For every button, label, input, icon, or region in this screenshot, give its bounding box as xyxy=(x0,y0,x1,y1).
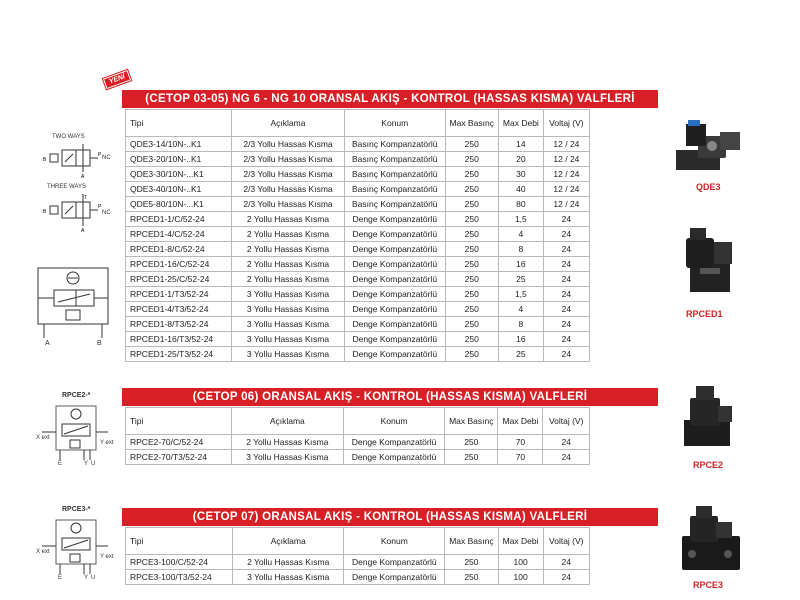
cell-max-debi: 100 xyxy=(498,570,543,585)
cell-max-debi: 4 xyxy=(498,302,543,317)
header-konum: Konum xyxy=(345,110,446,137)
y-ext-label: Y ext xyxy=(100,440,114,446)
table-row xyxy=(126,212,590,227)
cell-konum: Denge Kompanzatörlü xyxy=(345,317,446,332)
cell-max-debi: 16 xyxy=(498,332,543,347)
table-row xyxy=(126,242,590,257)
cell-max-debi: 1,5 xyxy=(498,212,543,227)
header-aciklama: Açıklama xyxy=(232,528,343,555)
cell-max-basinc: 250 xyxy=(445,435,498,450)
cell-max-debi: 70 xyxy=(498,435,543,450)
table-row xyxy=(126,332,590,347)
cell-konum: Basınç Kompanzatörlü xyxy=(345,137,446,152)
table-row xyxy=(126,555,590,570)
cell-max-debi: 100 xyxy=(498,555,543,570)
cell-max-basinc: 250 xyxy=(445,212,498,227)
rpce3-valve-icon xyxy=(676,504,746,574)
cell-tipi: RPCE3-100/T3/52-24 xyxy=(126,570,233,585)
rpced1-circuit-icon xyxy=(36,266,110,342)
cell-max-basinc: 250 xyxy=(445,272,498,287)
cell-voltaj: 24 xyxy=(543,435,590,450)
cell-konum: Denge Kompanzatörlü xyxy=(343,435,444,450)
cell-voltaj: 12 / 24 xyxy=(543,167,589,182)
table-header-row xyxy=(126,528,590,555)
table-row xyxy=(126,197,590,212)
cell-aciklama: 3 Yollu Hassas Kısma xyxy=(231,332,344,347)
cell-tipi: RPCED1-8/C/52-24 xyxy=(126,242,232,257)
cell-max-basinc: 250 xyxy=(445,137,498,152)
table-row xyxy=(126,272,590,287)
cell-voltaj: 24 xyxy=(543,347,589,362)
table-row xyxy=(126,152,590,167)
cell-voltaj: 24 xyxy=(543,450,590,465)
product-label-rpced1: RPCED1 xyxy=(686,309,723,319)
table-row xyxy=(126,137,590,152)
cell-voltaj: 24 xyxy=(543,570,589,585)
cell-aciklama: 2 Yollu Hassas Kısma xyxy=(231,272,344,287)
table-row xyxy=(126,317,590,332)
table-row xyxy=(126,182,590,197)
cell-tipi: QDE3-40/10N-..K1 xyxy=(126,182,232,197)
cell-konum: Basınç Kompanzatörlü xyxy=(345,152,446,167)
cell-voltaj: 12 / 24 xyxy=(543,197,589,212)
cell-aciklama: 2 Yollu Hassas Kısma xyxy=(232,555,343,570)
header-konum: Konum xyxy=(343,408,444,435)
cell-konum: Denge Kompanzatörlü xyxy=(345,302,446,317)
cell-max-debi: 4 xyxy=(498,227,543,242)
cell-aciklama: 2/3 Yollu Hassas Kısma xyxy=(231,137,344,152)
cell-tipi: QDE3-30/10N-...K1 xyxy=(126,167,232,182)
header-max-basinc: Max Basınç xyxy=(445,528,498,555)
port-e-label: E xyxy=(58,461,63,467)
cell-tipi: RPCED1-4/C/52-24 xyxy=(126,227,232,242)
two-ways-label: TWO WAYS xyxy=(52,134,85,140)
header-aciklama: Açıklama xyxy=(231,110,344,137)
rpce2-valve-icon xyxy=(680,384,740,450)
port-u-label: U xyxy=(91,461,96,467)
header-aciklama: Açıklama xyxy=(231,408,343,435)
cell-tipi: RPCED1-16/C/52-24 xyxy=(126,257,232,272)
svg-text:P: P xyxy=(98,204,102,210)
cell-max-debi: 30 xyxy=(498,167,543,182)
cell-max-basinc: 250 xyxy=(445,317,498,332)
port-e-label: E xyxy=(58,575,63,581)
cell-aciklama: 2/3 Yollu Hassas Kısma xyxy=(231,197,344,212)
cell-max-basinc: 250 xyxy=(445,197,498,212)
cell-konum: Denge Kompanzatörlü xyxy=(345,242,446,257)
header-max-basinc: Max Basınç xyxy=(445,408,498,435)
cell-konum: Denge Kompanzatörlü xyxy=(345,212,446,227)
table-row xyxy=(126,227,590,242)
svg-text:B: B xyxy=(43,157,47,163)
cell-aciklama: 2/3 Yollu Hassas Kısma xyxy=(231,182,344,197)
cell-max-basinc: 250 xyxy=(445,570,498,585)
cell-konum: Denge Kompanzatörlü xyxy=(344,570,445,585)
header-max-debi: Max Debi xyxy=(498,528,543,555)
product-label-rpce3: RPCE3 xyxy=(693,580,724,590)
cell-max-basinc: 250 xyxy=(445,347,498,362)
cell-max-basinc: 250 xyxy=(445,152,498,167)
cell-max-basinc: 250 xyxy=(445,227,498,242)
x-ext-label: X ext xyxy=(36,435,50,441)
cell-konum: Denge Kompanzatörlü xyxy=(345,272,446,287)
cell-voltaj: 12 / 24 xyxy=(543,152,589,167)
cell-tipi: RPCE2-70/C/52-24 xyxy=(126,435,232,450)
table-row xyxy=(126,435,590,450)
cell-tipi: RPCED1-1/T3/52-24 xyxy=(126,287,232,302)
svg-text:P: P xyxy=(98,152,102,158)
svg-text:A: A xyxy=(81,228,85,232)
cell-voltaj: 24 xyxy=(543,242,589,257)
table-row xyxy=(126,257,590,272)
section1-title: (CETOP 03-05) NG 6 - NG 10 ORANSAL AKIŞ - KONTROL (HASSAS KISMA) VALFLERİ xyxy=(122,90,658,108)
section2-table xyxy=(125,407,590,465)
cell-voltaj: 24 xyxy=(543,287,589,302)
three-ways-label: THREE WAYS xyxy=(47,184,87,190)
cell-tipi: RPCED1-25/C/52-24 xyxy=(126,272,232,287)
cell-tipi: QDE5-80/10N-...K1 xyxy=(126,197,232,212)
rpce2-diagram-label: RPCE2-* xyxy=(62,392,91,399)
header-max-debi: Max Debi xyxy=(498,408,543,435)
cell-konum: Denge Kompanzatörlü xyxy=(345,287,446,302)
nc-label-2: NC xyxy=(102,210,111,216)
cell-konum: Denge Kompanzatörlü xyxy=(345,257,446,272)
cell-konum: Denge Kompanzatörlü xyxy=(345,227,446,242)
cell-voltaj: 24 xyxy=(543,227,589,242)
cell-tipi: RPCED1-8/T3/52-24 xyxy=(126,317,232,332)
cell-tipi: QDE3-14/10N-..K1 xyxy=(126,137,232,152)
cell-max-debi: 25 xyxy=(498,272,543,287)
new-badge: YENİ xyxy=(103,70,132,89)
cell-aciklama: 3 Yollu Hassas Kısma xyxy=(231,317,344,332)
cell-voltaj: 12 / 24 xyxy=(543,182,589,197)
port-b-label: B xyxy=(97,340,102,347)
cell-tipi: RPCED1-4/T3/52-24 xyxy=(126,302,232,317)
cell-tipi: RPCED1-1/C/52-24 xyxy=(126,212,232,227)
nc-label-1: NC xyxy=(102,155,111,161)
section2-title: (CETOP 06) ORANSAL AKIŞ - KONTROL (HASSAS KISMA) VALFLERİ xyxy=(122,388,658,406)
cell-max-debi: 8 xyxy=(498,242,543,257)
port-y-label: Y xyxy=(84,575,89,581)
table-header-row xyxy=(126,110,590,137)
cell-aciklama: 2/3 Yollu Hassas Kısma xyxy=(231,167,344,182)
header-voltaj: Voltaj (V) xyxy=(543,408,590,435)
cell-max-debi: 70 xyxy=(498,450,543,465)
header-tipi: Tipi xyxy=(126,528,233,555)
table-row xyxy=(126,302,590,317)
cell-konum: Basınç Kompanzatörlü xyxy=(345,197,446,212)
cell-max-debi: 80 xyxy=(498,197,543,212)
cell-max-basinc: 250 xyxy=(445,242,498,257)
table-row xyxy=(126,450,590,465)
rpce3-diagram-label: RPCE3-* xyxy=(62,506,91,513)
section3-table xyxy=(125,527,590,585)
cell-aciklama: 3 Yollu Hassas Kısma xyxy=(232,570,343,585)
port-u-label: U xyxy=(91,575,96,581)
cell-konum: Denge Kompanzatörlü xyxy=(345,332,446,347)
cell-tipi: RPCED1-25/T3/52-24 xyxy=(126,347,232,362)
cell-max-basinc: 250 xyxy=(445,167,498,182)
cell-max-basinc: 250 xyxy=(445,257,498,272)
rpce3-circuit-icon xyxy=(40,516,110,578)
cell-voltaj: 24 xyxy=(543,272,589,287)
cell-voltaj: 24 xyxy=(543,317,589,332)
cell-voltaj: 24 xyxy=(543,257,589,272)
table-row xyxy=(126,167,590,182)
cell-max-basinc: 250 xyxy=(445,182,498,197)
cell-aciklama: 2 Yollu Hassas Kısma xyxy=(231,242,344,257)
cell-max-debi: 40 xyxy=(498,182,543,197)
svg-text:T: T xyxy=(84,195,88,201)
cell-max-basinc: 250 xyxy=(445,450,498,465)
y-ext-label: Y ext xyxy=(100,554,114,560)
cell-max-basinc: 250 xyxy=(445,287,498,302)
header-tipi: Tipi xyxy=(126,110,232,137)
cell-aciklama: 2 Yollu Hassas Kısma xyxy=(231,227,344,242)
cell-max-basinc: 250 xyxy=(445,555,498,570)
product-label-qde3: QDE3 xyxy=(696,182,721,192)
cell-aciklama: 2 Yollu Hassas Kısma xyxy=(231,435,343,450)
cell-aciklama: 2/3 Yollu Hassas Kısma xyxy=(231,152,344,167)
cell-max-debi: 14 xyxy=(498,137,543,152)
cell-aciklama: 3 Yollu Hassas Kısma xyxy=(231,287,344,302)
cell-tipi: QDE3-20/10N-..K1 xyxy=(126,152,232,167)
table-header-row xyxy=(126,408,590,435)
cell-konum: Denge Kompanzatörlü xyxy=(345,347,446,362)
x-ext-label: X ext xyxy=(36,549,50,555)
cell-max-basinc: 250 xyxy=(445,302,498,317)
cell-aciklama: 3 Yollu Hassas Kısma xyxy=(231,450,343,465)
cell-konum: Denge Kompanzatörlü xyxy=(344,555,445,570)
section3-title: (CETOP 07) ORANSAL AKIŞ - KONTROL (HASSAS KISMA) VALFLERİ xyxy=(122,508,658,526)
cell-aciklama: 3 Yollu Hassas Kısma xyxy=(231,302,344,317)
cell-max-basinc: 250 xyxy=(445,332,498,347)
cell-max-debi: 8 xyxy=(498,317,543,332)
svg-text:B: B xyxy=(43,209,47,215)
cell-konum: Basınç Kompanzatörlü xyxy=(345,167,446,182)
cell-aciklama: 2 Yollu Hassas Kısma xyxy=(231,212,344,227)
cell-max-debi: 25 xyxy=(498,347,543,362)
cell-voltaj: 24 xyxy=(543,332,589,347)
cell-konum: Basınç Kompanzatörlü xyxy=(345,182,446,197)
product-label-rpce2: RPCE2 xyxy=(693,460,724,470)
header-max-basinc: Max Basınç xyxy=(445,110,498,137)
table-row xyxy=(126,287,590,302)
cell-tipi: RPCED1-16/T3/52-24 xyxy=(126,332,232,347)
cell-voltaj: 24 xyxy=(543,302,589,317)
qde3-valve-icon xyxy=(672,116,748,176)
cell-konum: Denge Kompanzatörlü xyxy=(343,450,444,465)
port-a-label: A xyxy=(45,340,50,347)
cell-max-debi: 20 xyxy=(498,152,543,167)
rpce2-circuit-icon xyxy=(40,402,110,464)
table-row xyxy=(126,347,590,362)
cell-tipi: RPCE2-70/T3/52-24 xyxy=(126,450,232,465)
cell-voltaj: 24 xyxy=(543,555,589,570)
cell-voltaj: 12 / 24 xyxy=(543,137,589,152)
header-voltaj: Voltaj (V) xyxy=(543,110,589,137)
cell-aciklama: 3 Yollu Hassas Kısma xyxy=(231,347,344,362)
cell-tipi: RPCE3-100/C/52-24 xyxy=(126,555,233,570)
cell-max-debi: 16 xyxy=(498,257,543,272)
cell-max-debi: 1,5 xyxy=(498,287,543,302)
header-max-debi: Max Debi xyxy=(498,110,543,137)
table-row xyxy=(126,570,590,585)
section1-table xyxy=(125,109,590,362)
cell-voltaj: 24 xyxy=(543,212,589,227)
cell-aciklama: 2 Yollu Hassas Kısma xyxy=(231,257,344,272)
svg-text:A: A xyxy=(81,174,85,178)
header-voltaj: Voltaj (V) xyxy=(543,528,589,555)
rpced1-valve-icon xyxy=(676,224,746,296)
port-y-label: Y xyxy=(84,461,89,467)
header-tipi: Tipi xyxy=(126,408,232,435)
header-konum: Konum xyxy=(344,528,445,555)
